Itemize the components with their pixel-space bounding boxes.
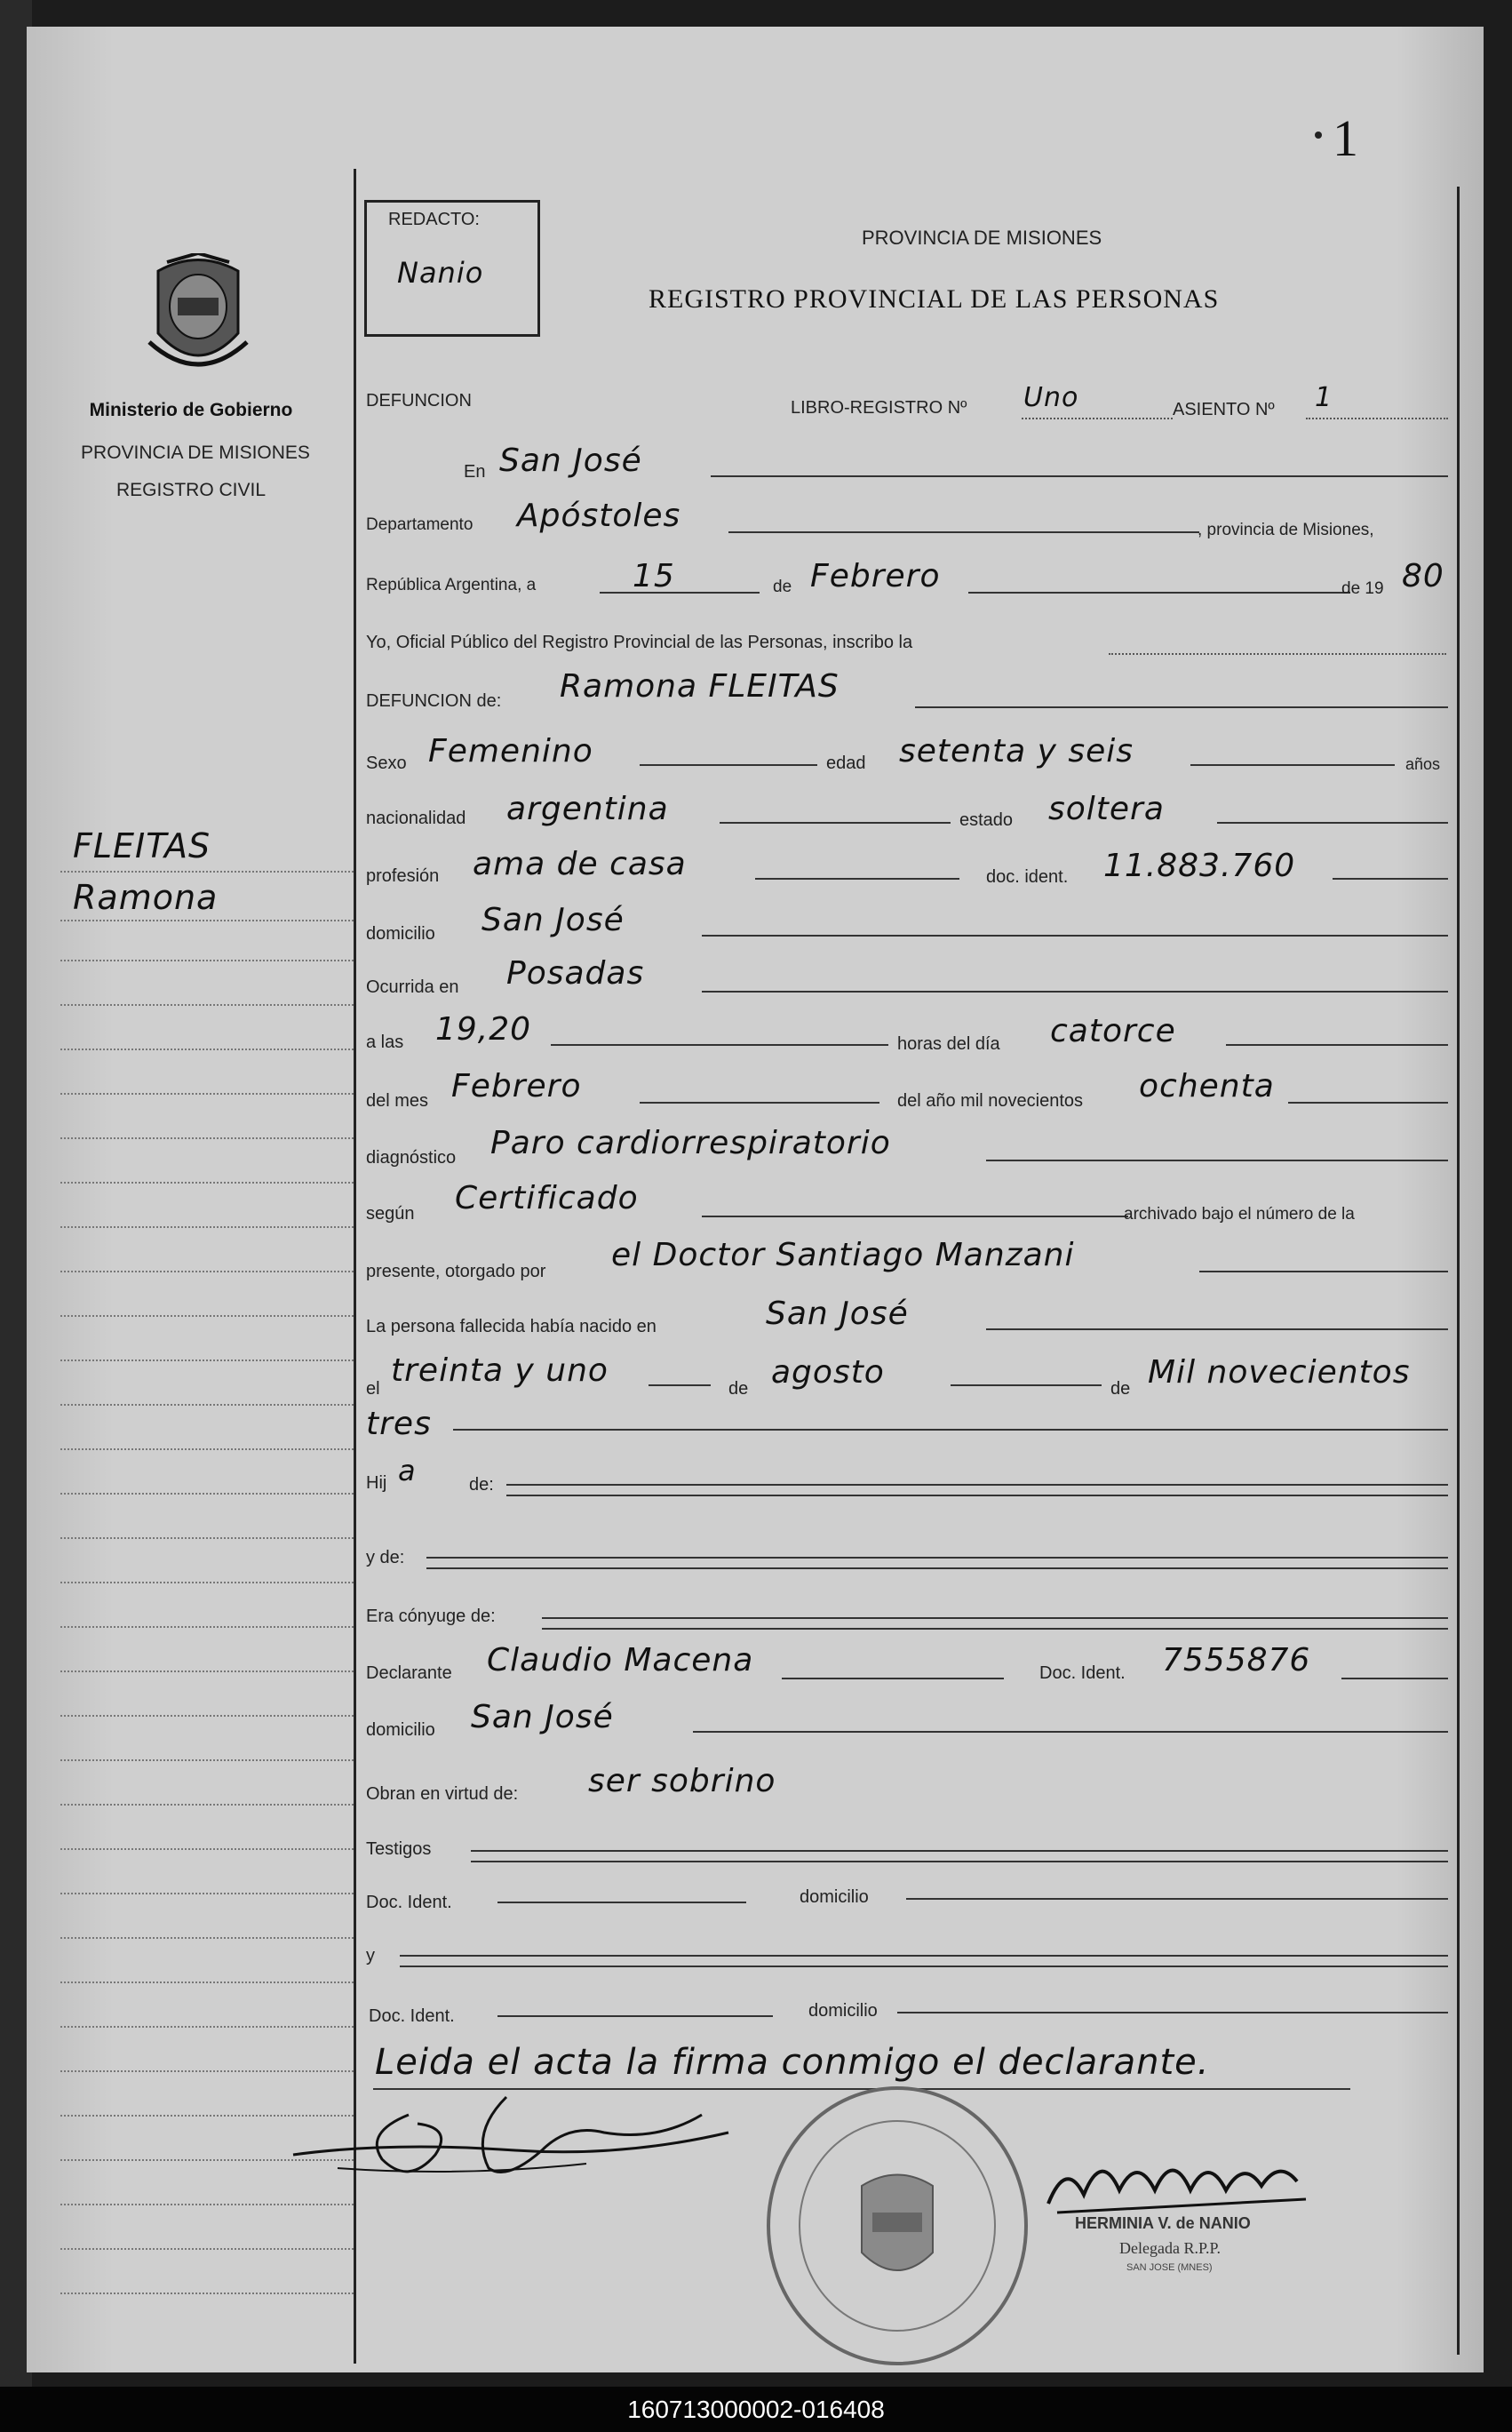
del-mes-line <box>640 1102 879 1104</box>
edad-value: setenta y seis <box>899 733 1134 769</box>
margin-rule <box>60 1893 354 1894</box>
diagnostico-label: diagnóstico <box>366 1148 457 1168</box>
margin-rule <box>60 1848 354 1850</box>
margin-rule <box>60 1448 354 1450</box>
obran-label: Obran en virtud de: <box>366 1784 519 1804</box>
margin-rule <box>60 1981 354 1983</box>
y-de-label: y de: <box>366 1548 405 1567</box>
margin-rule <box>60 1360 354 1361</box>
defuncion-de-value: Ramona FLEITAS <box>560 668 840 705</box>
en-value: San José <box>499 443 642 479</box>
margin-rule <box>60 1271 354 1272</box>
document-id-footer: 160713000002-016408 <box>0 2387 1512 2432</box>
hija-de-line <box>506 1484 1448 1486</box>
defuncion-de-label: DEFUNCION de: <box>366 691 502 711</box>
nacionalidad-value: argentina <box>506 791 669 827</box>
decl-doc-line <box>1341 1678 1448 1679</box>
nacido-value: San José <box>766 1296 909 1332</box>
anos-label: años <box>1405 755 1441 773</box>
estado-line <box>1217 822 1448 824</box>
el-label: el <box>366 1379 380 1399</box>
nacido-label: La persona fallecida había nacido en <box>366 1317 657 1336</box>
domicilio1-label: domicilio <box>800 1887 869 1907</box>
domicilio-line <box>702 935 1448 937</box>
margin-rule <box>60 2204 354 2205</box>
margin-rule <box>60 1537 354 1539</box>
margin-rule <box>60 1093 354 1095</box>
departamento-label: Departamento <box>366 515 473 534</box>
domicilio2-line <box>897 2012 1448 2013</box>
y-de-line <box>426 1557 1448 1559</box>
ministry-label: Ministerio de Gobierno <box>89 400 293 420</box>
margin-rule <box>60 2292 354 2294</box>
y-de-line2 <box>426 1567 1448 1569</box>
diagnostico-value: Paro cardiorrespiratorio <box>490 1125 891 1161</box>
nacido-line <box>986 1328 1448 1330</box>
official-signature <box>1039 2141 1324 2221</box>
declarante-line <box>782 1678 1004 1679</box>
redacto-box <box>364 200 540 337</box>
page-number: 1 <box>1333 109 1358 167</box>
del-mes-value: Febrero <box>451 1068 582 1104</box>
declarante-label: Declarante <box>366 1663 452 1683</box>
margin-rule <box>60 2248 354 2250</box>
presente-line <box>1199 1271 1448 1272</box>
margin-rule <box>60 1182 354 1184</box>
decl-doc-value: 7555876 <box>1162 1642 1311 1678</box>
registry-seal-icon <box>755 2079 1039 2372</box>
profesion-value: ama de casa <box>473 846 687 882</box>
asiento-value: 1 <box>1315 382 1333 413</box>
domicilio2-label: domicilio <box>808 2001 878 2021</box>
anio-mil-value: ochenta <box>1139 1068 1275 1104</box>
segun-value: Certificado <box>455 1180 639 1216</box>
doc-ident2-label: Doc. Ident. <box>369 2006 455 2026</box>
a-las-line <box>551 1044 888 1046</box>
archivado-label: archivado bajo el número de la <box>1124 1205 1355 1224</box>
doc-ident1-label: Doc. Ident. <box>366 1893 452 1912</box>
del-mes-label: del mes <box>366 1091 429 1111</box>
libro-value: Uno <box>1023 382 1079 413</box>
mes-value: Febrero <box>810 558 941 594</box>
el-line <box>649 1384 711 1386</box>
tres-line <box>453 1429 1448 1431</box>
de-mil-label: de <box>1110 1379 1131 1399</box>
margin-rule <box>60 1137 354 1139</box>
doc-ident1-line <box>497 1902 746 1903</box>
header-province: PROVINCIA DE MISIONES <box>862 227 1102 249</box>
anio-value: 80 <box>1402 558 1444 594</box>
y-line2 <box>400 1966 1448 1967</box>
de-anio-label: de 19 <box>1341 579 1384 598</box>
obran-value: ser sobrino <box>588 1763 776 1799</box>
leida-statement: Leida el acta la firma conmigo el declarante. <box>375 2042 1210 2083</box>
margin-rule <box>60 1049 354 1050</box>
hija-de-label: de: <box>469 1475 494 1495</box>
defuncion-label: DEFUNCION <box>366 391 472 411</box>
conyuge-line2 <box>542 1628 1448 1630</box>
decl-domicilio-label: domicilio <box>366 1720 435 1740</box>
en-line <box>711 475 1448 477</box>
margin-rule <box>60 1004 354 1006</box>
segun-label: según <box>366 1204 415 1224</box>
domicilio-label: domicilio <box>366 924 435 944</box>
testigos-line <box>471 1850 1448 1852</box>
estado-value: soltera <box>1048 791 1165 827</box>
diagnostico-line <box>986 1160 1448 1161</box>
libro-label: LIBRO-REGISTRO Nº <box>791 398 967 418</box>
a-las-value: 19,20 <box>435 1011 532 1048</box>
right-border <box>1457 187 1460 2355</box>
sexo-line <box>640 764 817 766</box>
dia-value: 15 <box>633 558 675 594</box>
margin-rule <box>60 1315 354 1317</box>
ocurrida-line <box>702 991 1448 993</box>
provincia-suffix: , provincia de Misiones, <box>1198 521 1374 539</box>
presente-value: el Doctor Santiago Manzani <box>611 1237 1075 1273</box>
yo-dotline <box>1109 653 1446 655</box>
hija-label: Hij <box>366 1473 387 1493</box>
mes-nac-value: agosto <box>771 1354 885 1391</box>
domicilio-value: San José <box>481 902 625 938</box>
margin-rule <box>60 1759 354 1761</box>
departamento-line <box>728 531 1199 533</box>
document-page <box>27 27 1484 2372</box>
sexo-label: Sexo <box>366 754 407 773</box>
conyuge-line <box>542 1617 1448 1619</box>
yo-text: Yo, Oficial Público del Registro Provincial de las Personas, inscribo la <box>366 633 913 652</box>
ocurrida-label: Ocurrida en <box>366 977 459 997</box>
mes-nac-line <box>951 1384 1102 1386</box>
registry-label: REGISTRO CIVIL <box>115 480 267 500</box>
asiento-label: ASIENTO Nº <box>1173 400 1275 419</box>
column-divider <box>354 169 356 2364</box>
nacionalidad-label: nacionalidad <box>366 809 466 828</box>
hija-de-line2 <box>506 1495 1448 1496</box>
horas-label: horas del día <box>897 1034 1000 1054</box>
edad-label: edad <box>826 754 866 773</box>
margin-rule <box>60 1937 354 1939</box>
anio-mil-label: del año mil novecientos <box>897 1091 1084 1111</box>
domicilio1-line <box>906 1898 1448 1900</box>
edad-line <box>1190 764 1395 766</box>
asiento-dotline <box>1306 418 1448 419</box>
doc-label: doc. ident. <box>986 867 1069 887</box>
doc-value: 11.883.760 <box>1103 848 1296 884</box>
margin-rule <box>60 1715 354 1717</box>
margin-rule <box>60 920 354 921</box>
departamento-value: Apóstoles <box>517 498 681 534</box>
y-label: y <box>366 1946 375 1966</box>
margin-rule <box>60 960 354 961</box>
margin-rule <box>60 1804 354 1806</box>
anio-mil-line <box>1288 1102 1448 1104</box>
margin-rule <box>60 2070 354 2072</box>
el-value: treinta y uno <box>391 1352 609 1389</box>
mil-value: Mil novecientos <box>1148 1354 1411 1391</box>
a-las-label: a las <box>366 1033 404 1052</box>
republica-label: República Argentina, a <box>366 576 537 594</box>
redacto-value: Nanio <box>397 256 484 290</box>
horas-value: catorce <box>1050 1013 1176 1049</box>
nacionalidad-line <box>720 822 951 824</box>
y-line <box>400 1955 1448 1957</box>
defuncion-de-line <box>915 706 1448 708</box>
tres-value: tres <box>366 1406 432 1442</box>
conyuge-label: Era cónyuge de: <box>366 1607 496 1626</box>
sexo-value: Femenino <box>428 733 593 769</box>
presente-label: presente, otorgado por <box>366 1262 546 1281</box>
margin-rule <box>60 1626 354 1628</box>
ocurrida-value: Posadas <box>506 955 645 992</box>
doc-ident2-line <box>497 2015 773 2017</box>
hija-suffix: a <box>398 1454 417 1487</box>
horas-line <box>1226 1044 1448 1046</box>
decl-domicilio-line <box>693 1731 1448 1733</box>
declarant-signature <box>284 2079 746 2195</box>
decl-doc-label: Doc. Ident. <box>1039 1663 1126 1683</box>
coat-of-arms-icon <box>140 253 256 387</box>
doc-line <box>1333 878 1448 880</box>
testigos-label: Testigos <box>366 1839 432 1859</box>
stamp-place: SAN JOSE (MNES) <box>1126 2262 1213 2273</box>
margin-surname: FLEITAS <box>73 826 211 865</box>
dia-line <box>600 592 760 594</box>
margin-rule <box>60 1671 354 1672</box>
profesion-line <box>755 878 959 880</box>
mes-line <box>968 592 1350 594</box>
estado-label: estado <box>959 810 1014 830</box>
margin-rule <box>60 1404 354 1406</box>
redacto-label: REDACTO: <box>388 210 480 229</box>
segun-line <box>702 1216 1128 1217</box>
margin-rule <box>60 1582 354 1583</box>
decl-domicilio-value: San José <box>471 1699 614 1735</box>
margin-rule <box>60 2026 354 2028</box>
margin-rule <box>60 1226 354 1228</box>
libro-dotline <box>1022 418 1173 419</box>
header-title: REGISTRO PROVINCIAL DE LAS PERSONAS <box>649 284 1220 314</box>
page-mark <box>1315 132 1322 139</box>
margin-name: Ramona <box>73 878 219 917</box>
margin-rule <box>60 871 354 873</box>
de2-label: de <box>728 1379 749 1399</box>
testigos-line2 <box>471 1861 1448 1862</box>
de-label: de <box>773 578 792 596</box>
declarante-value: Claudio Macena <box>487 1642 754 1678</box>
stamp-title: Delegada R.P.P. <box>1119 2239 1221 2257</box>
en-label: En <box>464 462 486 482</box>
province-label: PROVINCIA DE MISIONES <box>81 443 310 463</box>
profesion-label: profesión <box>366 866 440 886</box>
margin-rule <box>60 1493 354 1495</box>
stamp-name: HERMINIA V. de NANIO <box>1075 2214 1251 2232</box>
